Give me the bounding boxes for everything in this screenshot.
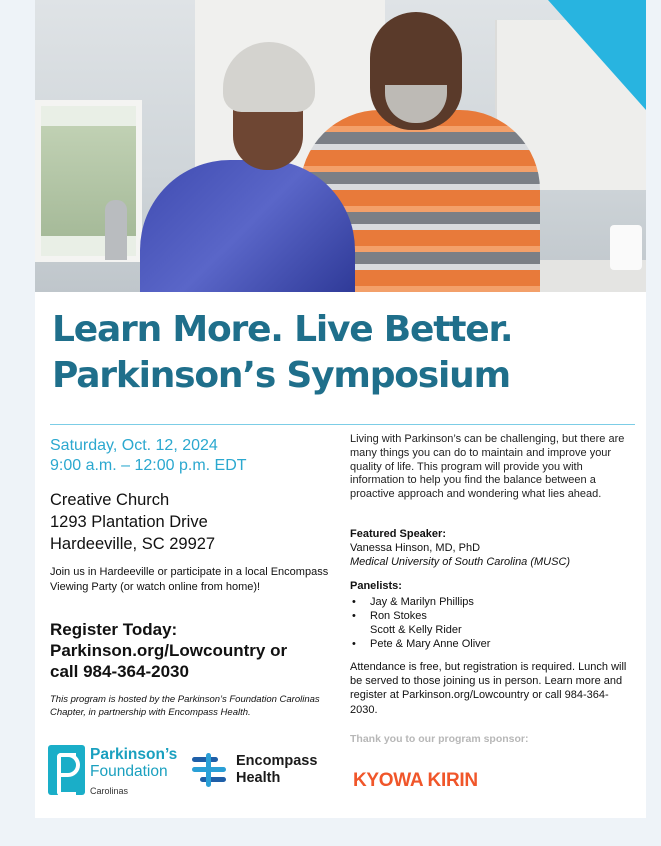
featured-speaker-org: Medical University of South Carolina (MUSC) [350,556,571,568]
venue-name: Creative Church [50,491,170,509]
pf-logo-line-2: Foundation [90,763,168,780]
featured-speaker-heading: Featured Speaker: [350,528,446,540]
event-venue [50,489,215,555]
headline-line-1: Learn More. Live Better. [52,309,513,350]
event-time: 9:00 a.m. – 12:00 p.m. EDT [50,457,247,474]
list-item: Scott & Kelly Rider [370,624,462,636]
event-date: Saturday, Oct. 12, 2024 [50,437,218,454]
encompass-health-logo-icon [190,751,228,789]
sponsor-label: Thank you to our program sponsor: [350,733,529,745]
featured-speaker-name: Vanessa Hinson, MD, PhD [350,542,481,554]
attendance-text: Attendance is free, but registration is required. Lunch will be served to those joining us in person. Learn more and register at Parkinson.org/Lowcountry or call 984-364-2030. [350,661,627,716]
pf-logo-line-1: Parkinson’s [90,746,178,763]
corner-triangle [548,0,646,110]
register-line-2: Parkinson.org/Lowcountry or [50,641,288,660]
encompass-health-logo-text: Encompass Health [236,753,318,786]
register-line-1: Register Today: [50,620,178,639]
list-item: • Jay & Marilyn Phillips [350,595,490,609]
pf-logo-sub: Carolinas [90,786,129,796]
venue-address-2: Hardeeville, SC 29927 [50,535,216,553]
register-line-3: call 984-364-2030 [50,662,189,681]
venue-address-1: 1293 Plantation Drive [50,513,208,531]
intro-paragraph: Living with Parkinson’s can be challenging, but there are many things you can do to maintain and improve your quality of life. This program will provide you with information to help you find the balance between a proactive approach and wondering what lies ahead. [350,433,625,501]
event-datetime [50,436,247,476]
hosted-text: This program is hosted by the Parkinson’s Foundation Carolinas Chapter, in partnership with Encompass Health. [50,694,320,718]
divider [50,424,635,425]
panelists-heading: Panelists: [350,580,402,592]
kyowa-kirin-logo: KYOWA KIRIN [353,770,478,791]
headline [52,307,512,399]
list-item: • Pete & Mary Anne Oliver [350,637,490,651]
parkinsons-foundation-logo-icon [48,745,85,795]
register-callout [50,619,287,682]
list-item: • Ron Stokes [350,609,490,623]
panelists-list [350,595,490,651]
headline-line-2: Parkinson’s Symposium [52,355,510,396]
join-text: Join us in Hardeeville or participate in a local Encompass Viewing Party (or watch online from home)! [50,566,329,593]
